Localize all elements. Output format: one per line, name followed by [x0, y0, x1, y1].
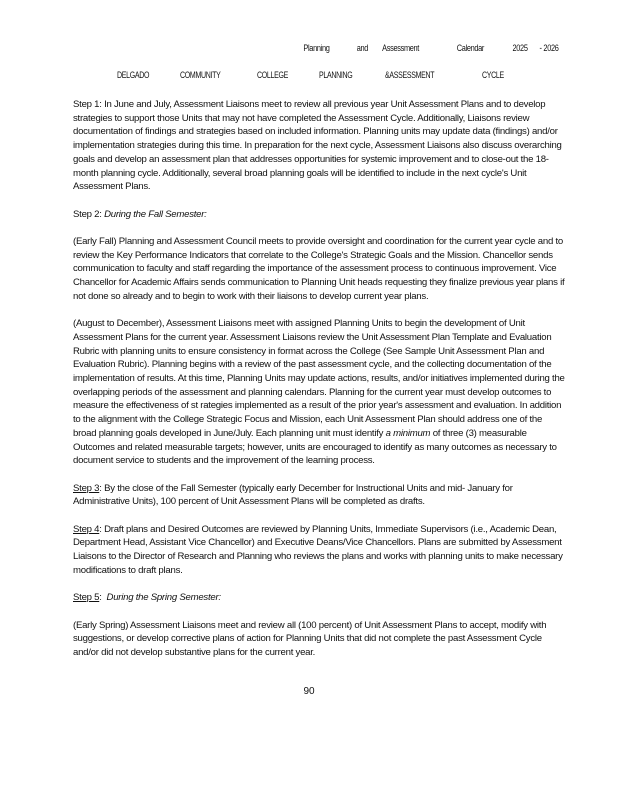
step-4-paragraph: Step 4: Draft plans and Desired Outcomes are reviewed by Planning Units, Immediate Supervisors (i.e., Academic Dean, Department Head, Assistant Vice Chancellor) and Executive Deans/Vice Chancellors. Plans are submitted by Assessment Liaisons to the Director of Research and Planning who reviews the plans and works with planning units to make necessary modifications to draft plans. [73, 523, 563, 576]
step-2-paragraph-early-fall: (Early Fall) Planning and Assessment Council meets to provide oversight and coordination for the current year cycle and to review the Key Performance Indicators that correlate to the College's Strategic Goals and the Mission. Chancellor sends communication to faculty and staff regarding the importance of the assessment process to continuous improvement. Vice Chancellor for Academic Affairs sends communication to Planning Unit heads requesting they finalize previous year plans if not done so already and to begin to work with their liaisons to develop current year plans. [73, 236, 565, 302]
page-number: 90 [303, 686, 315, 697]
step-5-heading: Step 5: During the Spring Semester: [73, 592, 221, 604]
header-word: COMMUNITY [180, 70, 221, 80]
step-2-label: Step 2: [73, 208, 102, 220]
document-body [73, 98, 567, 660]
header-word: and [356, 43, 369, 53]
step-2-paragraph-aug-dec: (August to December), Assessment Liaisons meet with assigned Planning Units to begin the development of Unit Assessment Plans for the current year. Assessment Liaisons review the Unit Assessment Plan Template and Evaluation Rubric with planning units to ensure consistency in format across the College (See Sample Unit Assessment Plan and Evaluation Rubric). Planning begins with a review of the past assessment cycle, and the collecting documentation of the implementation of results. At this time, Planning Units may update actions, results, and/or initiatives implemented during the overlapping periods of the assessment and planning calendars. Planning for the current year must develop outcomes to measure the effectiveness of st rategies implemented as a result of the prior year's assessment and evaluation. In addition to the alignment with the College Strategic Focus and Mission, each Unit Assessment Plan should address one of the broad planning goals developed in June/July. Each planning unit must identify a minimum of three (3) measurable Outcomes and related measurable targets; however, units are encouraged to identify as many outcomes as necessary to document service to students and the improvement of the learning process. [73, 318, 565, 467]
header-word: Calendar [456, 43, 485, 53]
header-year-start: 2025 [512, 43, 528, 53]
header-word: Assessment [382, 43, 420, 53]
header-word: PLANNING [319, 70, 353, 80]
header-word: &ASSESSMENT [385, 70, 435, 80]
step-3-paragraph: Step 3: By the close of the Fall Semester (typically early December for Instructional Units and mid- January for Administrative Units), 100 percent of Unit Assessment Plans will be completed as drafts. [73, 482, 513, 508]
header-year-end: - 2026 [539, 43, 559, 53]
step-2-heading [73, 208, 567, 222]
header-word: Planning [303, 43, 330, 53]
emphasis-minimum: a minimum [385, 427, 431, 439]
header-college-title [0, 70, 618, 84]
header-word: CYCLE [482, 70, 504, 80]
step-5-label: Step 5 [73, 592, 100, 604]
header-word: COLLEGE [257, 70, 288, 80]
step-2-title: During the Fall Semester: [104, 208, 207, 220]
header-word: DELGADO [117, 70, 150, 80]
header-calendar-title [0, 43, 559, 57]
step-5-paragraph: (Early Spring) Assessment Liaisons meet and review all (100 percent) of Unit Assessment Plans to accept, modify with suggestions, or develop corrective plans of action for Planning Units that did not complete the past Assessment Cycle and/or did not develop substantive plans for the current year. [73, 619, 547, 659]
step-4-label: Step 4 [73, 523, 100, 535]
step-5-title: During the Spring Semester: [106, 592, 221, 604]
step-1-paragraph: Step 1: In June and July, Assessment Liaisons meet to review all previous year Unit Assessment Plans and to develop strategies to support those Units that may not have completed the Assessment Cycle. Additionally, Liaisons review documentation of findings and strategies based on included information. Planning units may update data (findings) and/or implementation strategies during this time. In preparation for the next cycle, Assessment Liaisons also discuss overarching goals and develop an assessment plan that addresses opportunities for systemic improvement and to close-out the 18-month planning cycle. Additionally, several broad planning goals will be identified to include in the next cycle's Unit Assessment Plans. [73, 99, 562, 193]
step-3-label: Step 3 [73, 482, 100, 494]
